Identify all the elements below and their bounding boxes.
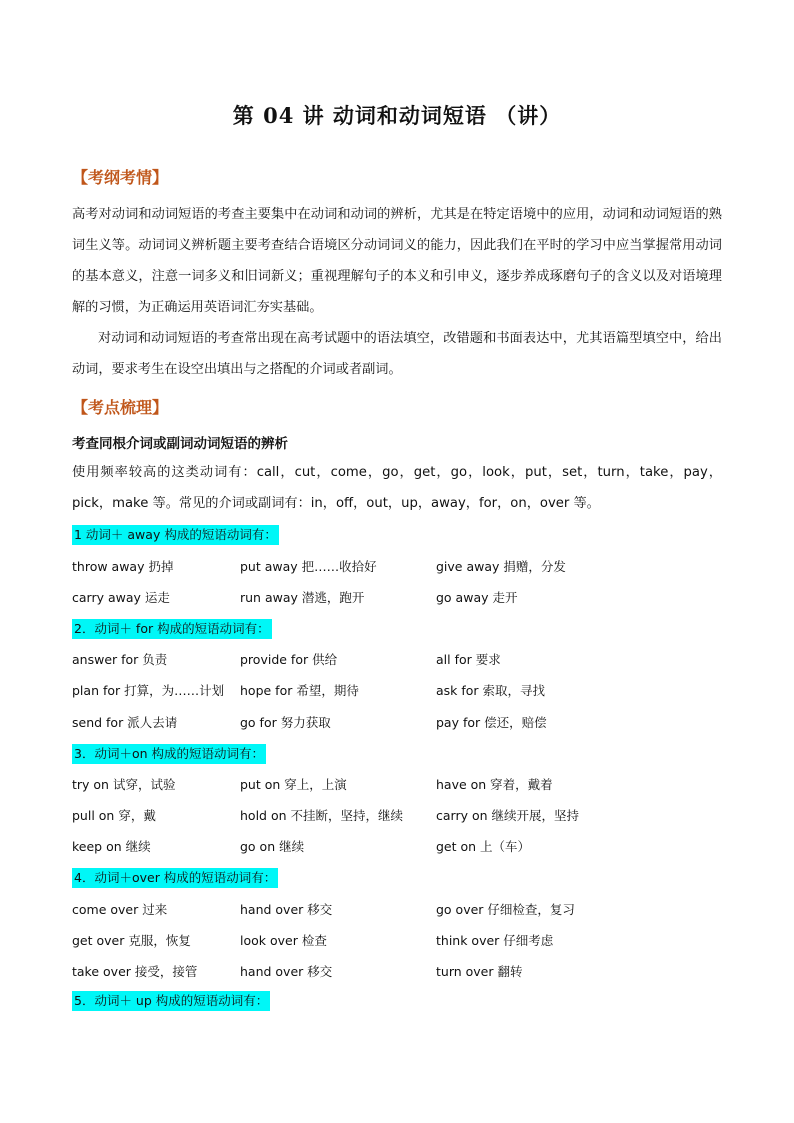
phrase-item: hand over 移交 bbox=[240, 964, 333, 979]
phrase-item: throw away 扔掉 bbox=[72, 559, 174, 574]
phrase-item: keep on 继续 bbox=[72, 839, 151, 854]
group-heading-away: 1 动词＋ away 构成的短语动词有： bbox=[72, 525, 279, 545]
paragraph-overview: 高考对动词和动词短语的考查主要集中在动词和动词的辨析，尤其是在特定语境中的应用，动词和动词短语的熟词生义等。动词词义辨析题主要考查结合语境区分动词词义的能力，因此我们在平时的学习中应当掌握常用动词的基本意义，注意一词多义和旧词新义；重视理解句子的本义和引申义，逐步养成琢磨句子的含义以及对语境理解的习惯，为正确运用英语词汇夯实基础。 bbox=[72, 207, 722, 315]
group-heading-over: 4．动词＋over 构成的短语动词有： bbox=[72, 868, 278, 888]
phrase-item: have on 穿着，戴着 bbox=[436, 777, 553, 792]
phrase-item: go for 努力获取 bbox=[240, 715, 331, 730]
phrase-item: get on 上（车） bbox=[436, 839, 531, 854]
phrase-item: plan for 打算，为……计划 bbox=[72, 683, 225, 698]
phrase-item: go over 仔细检查，复习 bbox=[436, 902, 575, 917]
phrase-item: hope for 希望，期待 bbox=[240, 683, 359, 698]
list-row bbox=[72, 557, 732, 579]
list-row bbox=[72, 806, 732, 828]
subheading-phrasal-verbs: 考查同根介词或副词动词短语的辨析 bbox=[72, 436, 288, 452]
phrase-item: answer for 负责 bbox=[72, 652, 168, 667]
list-row bbox=[72, 837, 732, 859]
phrase-item: send for 派人去请 bbox=[72, 715, 178, 730]
phrase-item: give away 捐赠，分发 bbox=[436, 559, 566, 574]
phrase-item: put away 把……收拾好 bbox=[240, 559, 377, 574]
list-row bbox=[72, 775, 732, 797]
section-heading-exam-outline: 【考纲考情】 bbox=[72, 168, 169, 187]
phrase-item: try on 试穿，试验 bbox=[72, 777, 176, 792]
phrase-item: ask for 索取，寻找 bbox=[436, 683, 546, 698]
paragraph-exam-focus: 对动词和动词短语的考查常出现在高考试题中的语法填空，改错题和书面表达中，尤其语篇型填空中，给出动词，要求考生在设空出填出与之搭配的介词或者副词。 bbox=[72, 331, 722, 377]
phrase-item: pull on 穿，戴 bbox=[72, 808, 156, 823]
phrase-item: hand over 移交 bbox=[240, 902, 333, 917]
list-row bbox=[72, 962, 732, 984]
phrase-item: hold on 不挂断，坚持，继续 bbox=[240, 808, 403, 823]
phrase-item: all for 要求 bbox=[436, 652, 501, 667]
group-heading-for: 2．动词＋ for 构成的短语动词有： bbox=[72, 619, 272, 639]
phrase-item: come over 过来 bbox=[72, 902, 168, 917]
phrase-item: put on 穿上，上演 bbox=[240, 777, 347, 792]
paragraph-intro: 使用频率较高的这类动词有：call，cut，come，go，get，go，look，put，set，turn，take，pay，pick，make 等。常见的介词或副词有：in，off，out，up，away，for，on，over 等。 bbox=[72, 465, 722, 511]
section-heading-key-points: 【考点梳理】 bbox=[72, 398, 169, 417]
list-row bbox=[72, 681, 732, 703]
phrase-item: carry away 运走 bbox=[72, 590, 170, 605]
page-title: 第 04 讲 动词和动词短语 （讲） bbox=[232, 103, 562, 128]
group-heading-up: 5．动词＋ up 构成的短语动词有： bbox=[72, 991, 270, 1011]
list-row bbox=[72, 650, 732, 672]
phrase-item: provide for 供给 bbox=[240, 652, 338, 667]
phrase-item: get over 克服，恢复 bbox=[72, 933, 191, 948]
phrase-item: carry on 继续开展，坚持 bbox=[436, 808, 580, 823]
phrase-item: pay for 偿还，赔偿 bbox=[436, 715, 547, 730]
list-row bbox=[72, 931, 732, 953]
phrase-item: turn over 翻转 bbox=[436, 964, 523, 979]
phrase-item: take over 接受，接管 bbox=[72, 964, 198, 979]
phrase-item: think over 仔细考虑 bbox=[436, 933, 554, 948]
phrase-item: look over 检查 bbox=[240, 933, 327, 948]
list-row bbox=[72, 900, 732, 922]
list-row bbox=[72, 713, 732, 735]
list-row bbox=[72, 588, 732, 610]
phrase-item: run away 潜逃，跑开 bbox=[240, 590, 365, 605]
phrase-item: go away 走开 bbox=[436, 590, 518, 605]
group-heading-on: 3．动词＋on 构成的短语动词有： bbox=[72, 744, 266, 764]
phrase-item: go on 继续 bbox=[240, 839, 305, 854]
